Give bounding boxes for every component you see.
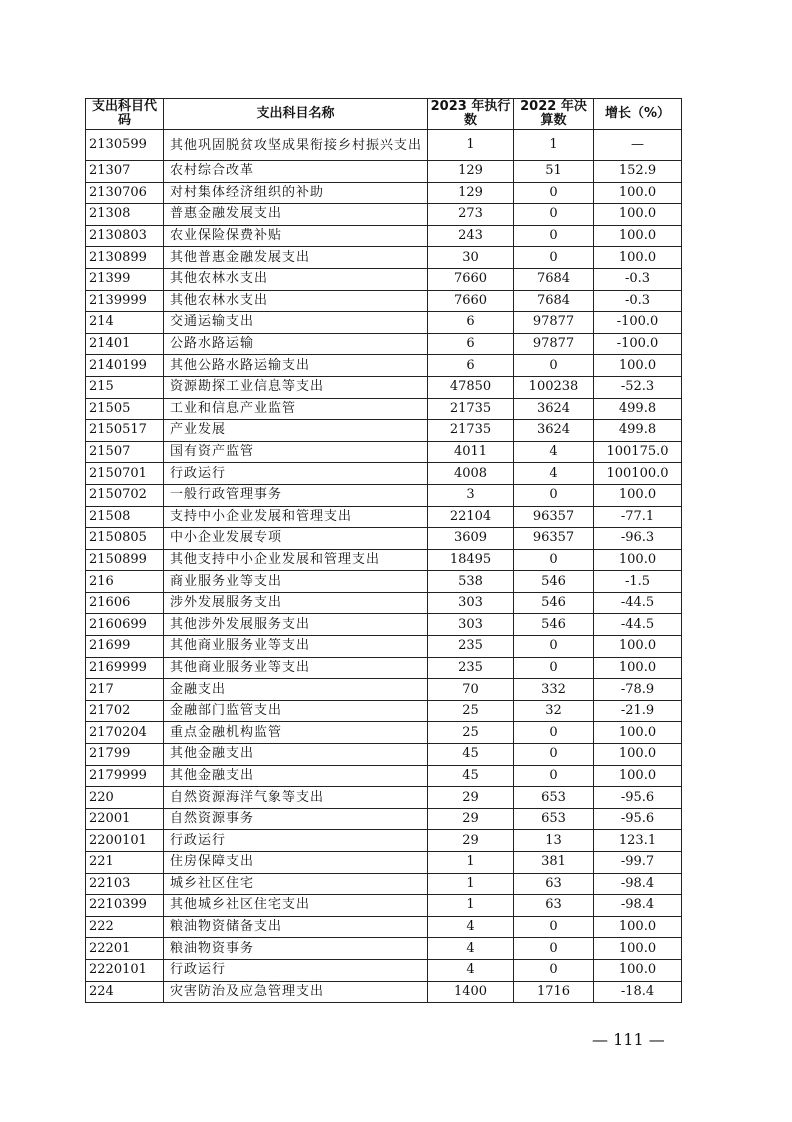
cell-2022: 51	[514, 161, 594, 183]
table-row	[86, 636, 682, 658]
cell-code: 21508	[86, 506, 164, 528]
cell-code: 2130899	[86, 247, 164, 269]
table-row	[86, 225, 682, 247]
cell-2022: 0	[514, 744, 594, 766]
cell-growth: 100175.0	[594, 441, 682, 463]
cell-growth: -78.9	[594, 679, 682, 701]
table-header-row	[86, 99, 682, 130]
table-row	[86, 830, 682, 852]
cell-name: 其他农林水支出	[164, 268, 428, 290]
cell-name: 交通运输支出	[164, 312, 428, 334]
cell-name: 灾害防治及应急管理支出	[164, 981, 428, 1003]
table-row	[86, 484, 682, 506]
cell-code: 217	[86, 679, 164, 701]
cell-growth: 152.9	[594, 161, 682, 183]
cell-2022: 96357	[514, 528, 594, 550]
cell-growth: 100.0	[594, 225, 682, 247]
cell-code: 221	[86, 852, 164, 874]
cell-code: 21799	[86, 744, 164, 766]
cell-2023: 1400	[428, 981, 514, 1003]
cell-name: 行政运行	[164, 959, 428, 981]
cell-code: 2150701	[86, 463, 164, 485]
table-row	[86, 722, 682, 744]
table-row	[86, 549, 682, 571]
cell-growth: -96.3	[594, 528, 682, 550]
cell-2022: 0	[514, 722, 594, 744]
cell-code: 2220101	[86, 959, 164, 981]
cell-2023: 235	[428, 657, 514, 679]
cell-2023: 4	[428, 959, 514, 981]
cell-growth: 100.0	[594, 484, 682, 506]
cell-2022: 653	[514, 787, 594, 809]
cell-name: 农业保险保费补贴	[164, 225, 428, 247]
cell-name: 其他商业服务业等支出	[164, 636, 428, 658]
cell-name: 金融支出	[164, 679, 428, 701]
cell-growth: -95.6	[594, 787, 682, 809]
table-row	[86, 312, 682, 334]
cell-growth: 499.8	[594, 398, 682, 420]
cell-name: 其他巩固脱贫攻坚成果衔接乡村振兴支出	[164, 130, 428, 161]
cell-code: 2179999	[86, 765, 164, 787]
cell-2023: 303	[428, 592, 514, 614]
cell-growth: -98.4	[594, 873, 682, 895]
cell-code: 21507	[86, 441, 164, 463]
cell-name: 其他公路水路运输支出	[164, 355, 428, 377]
cell-growth: 100.0	[594, 636, 682, 658]
cell-2023: 21735	[428, 420, 514, 442]
cell-growth: -21.9	[594, 700, 682, 722]
cell-growth: 100.0	[594, 549, 682, 571]
cell-2022: 0	[514, 549, 594, 571]
cell-code: 21702	[86, 700, 164, 722]
cell-code: 224	[86, 981, 164, 1003]
cell-2022: 97877	[514, 333, 594, 355]
cell-2023: 3	[428, 484, 514, 506]
cell-2023: 47850	[428, 376, 514, 398]
cell-growth: 100.0	[594, 722, 682, 744]
cell-growth: -18.4	[594, 981, 682, 1003]
cell-growth: 100.0	[594, 657, 682, 679]
cell-2023: 129	[428, 161, 514, 183]
cell-growth: 100100.0	[594, 463, 682, 485]
budget-table	[85, 98, 682, 1003]
cell-code: 2169999	[86, 657, 164, 679]
cell-2022: 0	[514, 765, 594, 787]
cell-2022: 0	[514, 204, 594, 226]
cell-code: 22001	[86, 808, 164, 830]
cell-growth: —	[594, 130, 682, 161]
cell-code: 2210399	[86, 895, 164, 917]
cell-code: 222	[86, 916, 164, 938]
cell-2023: 1	[428, 130, 514, 161]
cell-code: 21401	[86, 333, 164, 355]
cell-2022: 0	[514, 355, 594, 377]
cell-code: 214	[86, 312, 164, 334]
cell-name: 其他金融支出	[164, 744, 428, 766]
cell-code: 2150805	[86, 528, 164, 550]
cell-2023: 4011	[428, 441, 514, 463]
cell-growth: -1.5	[594, 571, 682, 593]
cell-name: 支持中小企业发展和管理支出	[164, 506, 428, 528]
cell-name: 自然资源事务	[164, 808, 428, 830]
table-row	[86, 130, 682, 161]
cell-2022: 7684	[514, 290, 594, 312]
cell-growth: -44.5	[594, 614, 682, 636]
table-row	[86, 290, 682, 312]
cell-2023: 7660	[428, 268, 514, 290]
cell-2022: 0	[514, 225, 594, 247]
cell-2023: 129	[428, 182, 514, 204]
cell-2022: 3624	[514, 420, 594, 442]
header-2023-actual: 2023 年执行数	[428, 99, 514, 130]
table-row	[86, 700, 682, 722]
cell-name: 金融部门监管支出	[164, 700, 428, 722]
cell-2023: 6	[428, 333, 514, 355]
cell-growth: 100.0	[594, 959, 682, 981]
cell-growth: -77.1	[594, 506, 682, 528]
cell-growth: 100.0	[594, 247, 682, 269]
cell-name: 城乡社区住宅	[164, 873, 428, 895]
header-2022-final: 2022 年决算数	[514, 99, 594, 130]
cell-code: 2130706	[86, 182, 164, 204]
cell-2023: 273	[428, 204, 514, 226]
table-row	[86, 765, 682, 787]
table-row	[86, 506, 682, 528]
cell-code: 21505	[86, 398, 164, 420]
cell-2023: 303	[428, 614, 514, 636]
cell-growth: 100.0	[594, 182, 682, 204]
cell-2023: 45	[428, 744, 514, 766]
cell-2023: 235	[428, 636, 514, 658]
cell-2023: 243	[428, 225, 514, 247]
cell-2023: 6	[428, 355, 514, 377]
cell-2022: 3624	[514, 398, 594, 420]
table-row	[86, 528, 682, 550]
cell-2022: 546	[514, 592, 594, 614]
table-row	[86, 938, 682, 960]
cell-code: 2170204	[86, 722, 164, 744]
cell-code: 21699	[86, 636, 164, 658]
cell-code: 2150702	[86, 484, 164, 506]
cell-growth: -44.5	[594, 592, 682, 614]
cell-2022: 13	[514, 830, 594, 852]
cell-growth: 123.1	[594, 830, 682, 852]
cell-2023: 29	[428, 808, 514, 830]
table-row	[86, 744, 682, 766]
cell-code: 22201	[86, 938, 164, 960]
table-row	[86, 895, 682, 917]
cell-2023: 21735	[428, 398, 514, 420]
cell-2023: 4	[428, 938, 514, 960]
table-row	[86, 247, 682, 269]
cell-growth: -99.7	[594, 852, 682, 874]
table-row	[86, 959, 682, 981]
cell-2022: 4	[514, 463, 594, 485]
cell-growth: -100.0	[594, 333, 682, 355]
cell-2022: 381	[514, 852, 594, 874]
table-row	[86, 916, 682, 938]
table-row	[86, 808, 682, 830]
cell-name: 其他涉外发展服务支出	[164, 614, 428, 636]
table-row	[86, 333, 682, 355]
header-code: 支出科目代码	[86, 99, 164, 130]
cell-2023: 29	[428, 787, 514, 809]
cell-name: 重点金融机构监管	[164, 722, 428, 744]
cell-name: 工业和信息产业监管	[164, 398, 428, 420]
cell-2022: 0	[514, 484, 594, 506]
cell-2022: 1	[514, 130, 594, 161]
cell-name: 对村集体经济组织的补助	[164, 182, 428, 204]
cell-2022: 0	[514, 636, 594, 658]
cell-2023: 4	[428, 916, 514, 938]
cell-2022: 4	[514, 441, 594, 463]
cell-2023: 45	[428, 765, 514, 787]
cell-name: 其他支持中小企业发展和管理支出	[164, 549, 428, 571]
cell-name: 商业服务业等支出	[164, 571, 428, 593]
cell-2022: 0	[514, 182, 594, 204]
cell-growth: 100.0	[594, 744, 682, 766]
cell-name: 粮油物资事务	[164, 938, 428, 960]
cell-name: 国有资产监管	[164, 441, 428, 463]
cell-2022: 0	[514, 938, 594, 960]
cell-code: 21606	[86, 592, 164, 614]
cell-name: 涉外发展服务支出	[164, 592, 428, 614]
header-growth: 增长（%）	[594, 99, 682, 130]
cell-code: 2150517	[86, 420, 164, 442]
cell-growth: -95.6	[594, 808, 682, 830]
cell-growth: 100.0	[594, 916, 682, 938]
cell-2023: 18495	[428, 549, 514, 571]
cell-code: 2140199	[86, 355, 164, 377]
cell-code: 2160699	[86, 614, 164, 636]
cell-name: 住房保障支出	[164, 852, 428, 874]
cell-name: 中小企业发展专项	[164, 528, 428, 550]
cell-code: 2130803	[86, 225, 164, 247]
table-row	[86, 679, 682, 701]
cell-2022: 0	[514, 657, 594, 679]
cell-2023: 6	[428, 312, 514, 334]
cell-growth: -0.3	[594, 268, 682, 290]
cell-2023: 1	[428, 873, 514, 895]
cell-growth: 100.0	[594, 765, 682, 787]
cell-2022: 63	[514, 873, 594, 895]
table-row	[86, 161, 682, 183]
cell-code: 2150899	[86, 549, 164, 571]
cell-2022: 546	[514, 614, 594, 636]
cell-2022: 653	[514, 808, 594, 830]
cell-name: 其他金融支出	[164, 765, 428, 787]
cell-2023: 25	[428, 722, 514, 744]
cell-growth: -52.3	[594, 376, 682, 398]
cell-growth: 100.0	[594, 938, 682, 960]
cell-growth: -100.0	[594, 312, 682, 334]
cell-code: 21307	[86, 161, 164, 183]
cell-2022: 0	[514, 916, 594, 938]
cell-2022: 96357	[514, 506, 594, 528]
cell-2023: 4008	[428, 463, 514, 485]
cell-2023: 1	[428, 852, 514, 874]
cell-2023: 538	[428, 571, 514, 593]
budget-table-container	[85, 98, 681, 1003]
cell-2022: 32	[514, 700, 594, 722]
cell-2023: 3609	[428, 528, 514, 550]
cell-code: 216	[86, 571, 164, 593]
cell-name: 自然资源海洋气象等支出	[164, 787, 428, 809]
cell-code: 2130599	[86, 130, 164, 161]
cell-2022: 100238	[514, 376, 594, 398]
cell-name: 其他农林水支出	[164, 290, 428, 312]
table-row	[86, 182, 682, 204]
cell-name: 其他商业服务业等支出	[164, 657, 428, 679]
cell-code: 21399	[86, 268, 164, 290]
cell-2022: 332	[514, 679, 594, 701]
cell-2022: 546	[514, 571, 594, 593]
cell-2022: 0	[514, 247, 594, 269]
cell-name: 农村综合改革	[164, 161, 428, 183]
cell-name: 其他普惠金融发展支出	[164, 247, 428, 269]
cell-2023: 22104	[428, 506, 514, 528]
cell-growth: -98.4	[594, 895, 682, 917]
cell-name: 资源勘探工业信息等支出	[164, 376, 428, 398]
cell-name: 粮油物资储备支出	[164, 916, 428, 938]
header-name: 支出科目名称	[164, 99, 428, 130]
table-row	[86, 981, 682, 1003]
table-row	[86, 852, 682, 874]
cell-growth: 499.8	[594, 420, 682, 442]
cell-2022: 7684	[514, 268, 594, 290]
cell-growth: 100.0	[594, 204, 682, 226]
cell-2023: 25	[428, 700, 514, 722]
table-body	[86, 130, 682, 1003]
cell-code: 2200101	[86, 830, 164, 852]
cell-growth: -0.3	[594, 290, 682, 312]
table-row	[86, 873, 682, 895]
cell-name: 行政运行	[164, 463, 428, 485]
cell-2023: 30	[428, 247, 514, 269]
cell-code: 22103	[86, 873, 164, 895]
table-row	[86, 657, 682, 679]
cell-name: 普惠金融发展支出	[164, 204, 428, 226]
cell-growth: 100.0	[594, 355, 682, 377]
table-row	[86, 204, 682, 226]
cell-name: 产业发展	[164, 420, 428, 442]
cell-name: 公路水路运输	[164, 333, 428, 355]
table-row	[86, 376, 682, 398]
table-row	[86, 441, 682, 463]
table-row	[86, 268, 682, 290]
cell-name: 其他城乡社区住宅支出	[164, 895, 428, 917]
cell-2022: 0	[514, 959, 594, 981]
page-number: — 111 —	[592, 1030, 665, 1049]
table-row	[86, 787, 682, 809]
cell-name: 一般行政管理事务	[164, 484, 428, 506]
table-row	[86, 571, 682, 593]
cell-name: 行政运行	[164, 830, 428, 852]
cell-2023: 29	[428, 830, 514, 852]
cell-2023: 1	[428, 895, 514, 917]
cell-2023: 70	[428, 679, 514, 701]
cell-2022: 97877	[514, 312, 594, 334]
cell-code: 2139999	[86, 290, 164, 312]
cell-2022: 63	[514, 895, 594, 917]
cell-code: 220	[86, 787, 164, 809]
cell-code: 21308	[86, 204, 164, 226]
table-row	[86, 592, 682, 614]
cell-code: 215	[86, 376, 164, 398]
table-row	[86, 614, 682, 636]
table-row	[86, 355, 682, 377]
table-row	[86, 398, 682, 420]
table-row	[86, 420, 682, 442]
cell-2023: 7660	[428, 290, 514, 312]
cell-2022: 1716	[514, 981, 594, 1003]
table-row	[86, 463, 682, 485]
